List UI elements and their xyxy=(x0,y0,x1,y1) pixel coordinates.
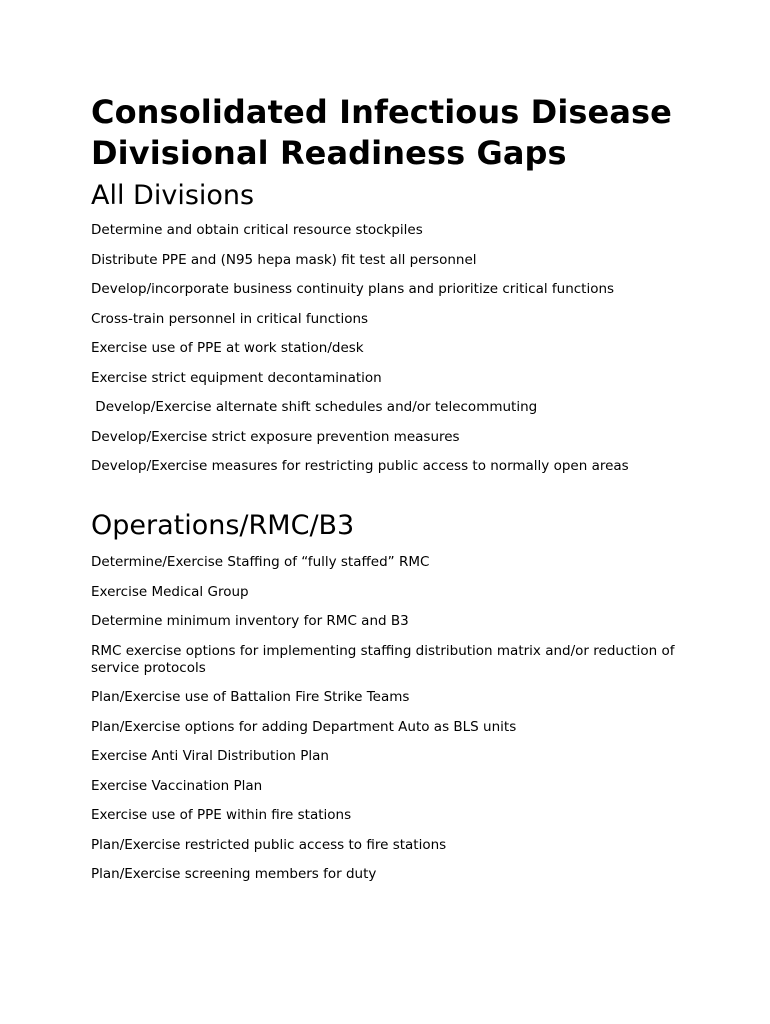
list-item: Plan/Exercise use of Battalion Fire Strike Teams xyxy=(91,689,410,705)
list-item: Cross-train personnel in critical functions xyxy=(91,310,369,327)
list-item: Determine and obtain critical resource stockpiles xyxy=(91,222,423,238)
list-item: Exercise strict equipment decontamination xyxy=(91,369,382,386)
section-heading: Operations/RMC/B3 xyxy=(91,510,355,541)
list-item: Plan/Exercise restricted public access to fire stations xyxy=(91,836,447,853)
section-heading: All Divisions xyxy=(91,180,255,211)
document-page xyxy=(91,92,711,896)
section-operations-rmc-b3 xyxy=(91,510,711,883)
list-item: Determine minimum inventory for RMC and B3 xyxy=(91,613,409,629)
list-item: Develop/incorporate business continuity plans and prioritize critical functions xyxy=(91,281,615,297)
list-item: Distribute PPE and (N95 hepa mask) fit test all personnel xyxy=(91,251,477,268)
list-item: Plan/Exercise options for adding Department Auto as BLS units xyxy=(91,718,517,735)
list-item: Exercise Medical Group xyxy=(91,583,249,600)
section-all-divisions xyxy=(91,180,711,475)
readiness-gap-list xyxy=(91,554,711,883)
list-item: Determine/Exercise Staffing of “fully staffed” RMC xyxy=(91,554,430,570)
document-title: Consolidated Infectious Disease Divisional Readiness Gaps xyxy=(91,93,672,172)
list-item: Exercise use of PPE at work station/desk xyxy=(91,340,364,356)
list-item: RMC exercise options for implementing staffing distribution matrix and/or reduction of service protocols xyxy=(91,642,679,676)
list-item: Develop/Exercise strict exposure prevention measures xyxy=(91,428,460,445)
list-item: Exercise Vaccination Plan xyxy=(91,777,263,794)
list-item: Plan/Exercise screening members for duty xyxy=(91,866,377,882)
readiness-gap-list xyxy=(91,222,711,475)
list-item: Exercise Anti Viral Distribution Plan xyxy=(91,748,329,764)
list-item: Exercise use of PPE within fire stations xyxy=(91,807,352,823)
list-item: Develop/Exercise alternate shift schedules and/or telecommuting xyxy=(91,399,538,415)
list-item: Develop/Exercise measures for restricting public access to normally open areas xyxy=(91,458,629,474)
